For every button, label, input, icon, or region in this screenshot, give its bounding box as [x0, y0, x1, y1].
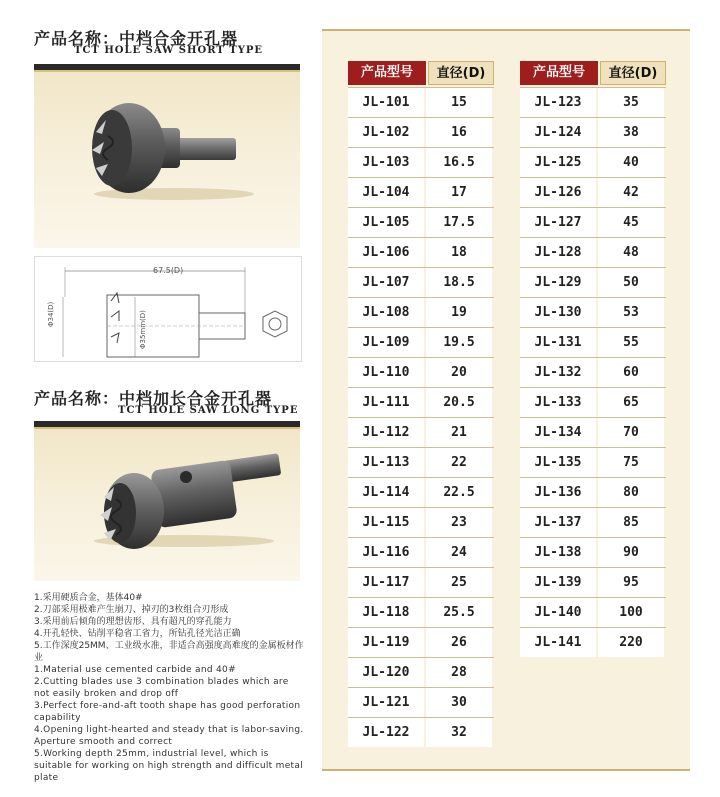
diameter-cell: 28 — [426, 658, 492, 687]
diameter-cell: 16 — [426, 118, 492, 147]
table-row — [520, 417, 666, 448]
diameter-cell: 20 — [426, 358, 492, 387]
diameter-cell: 65 — [598, 388, 664, 417]
model-cell: JL-110 — [348, 358, 424, 387]
note-en-2: 2.Cutting blades use 3 combination blades which are not easily broken and drop off — [34, 677, 289, 699]
diameter-cell: 40 — [598, 148, 664, 177]
note-cn-1: 1.采用硬质合金，基体40# — [34, 593, 143, 603]
product-notes — [34, 592, 306, 784]
model-cell: JL-140 — [520, 598, 596, 627]
model-cell: JL-137 — [520, 508, 596, 537]
diameter-cell: 17.5 — [426, 208, 492, 237]
diameter-cell: 85 — [598, 508, 664, 537]
table-row — [348, 387, 494, 418]
model-cell: JL-105 — [348, 208, 424, 237]
table-row — [348, 657, 494, 688]
diameter-cell: 15 — [426, 88, 492, 117]
table-row — [520, 357, 666, 388]
model-cell: JL-124 — [520, 118, 596, 147]
long-photo-frame — [34, 421, 300, 581]
diameter-cell: 21 — [426, 418, 492, 447]
short-photo-frame — [34, 64, 300, 248]
model-cell: JL-103 — [348, 148, 424, 177]
model-cell: JL-136 — [520, 478, 596, 507]
short-type-title-en: TCT HOLE SAW SHORT TYPE — [74, 45, 263, 56]
table-row — [348, 297, 494, 328]
diameter-cell: 95 — [598, 568, 664, 597]
spec-table-panel — [322, 29, 690, 771]
diameter-cell: 18.5 — [426, 268, 492, 297]
model-cell: JL-109 — [348, 328, 424, 357]
diameter-cell: 19 — [426, 298, 492, 327]
model-cell: JL-128 — [520, 238, 596, 267]
table-row — [348, 447, 494, 478]
table-row — [348, 117, 494, 148]
long-hole-saw-image — [34, 429, 300, 581]
model-cell: JL-115 — [348, 508, 424, 537]
diameter-cell: 220 — [598, 628, 664, 657]
table-row — [348, 357, 494, 388]
model-cell: JL-102 — [348, 118, 424, 147]
diameter-cell: 60 — [598, 358, 664, 387]
diameter-cell: 25 — [426, 568, 492, 597]
drawing-length-label: 67.5(D) — [153, 266, 184, 275]
diameter-cell: 24 — [426, 538, 492, 567]
diameter-cell: 35 — [598, 88, 664, 117]
model-cell: JL-139 — [520, 568, 596, 597]
model-cell: JL-112 — [348, 418, 424, 447]
model-cell: JL-126 — [520, 178, 596, 207]
table-row — [520, 177, 666, 208]
table-row — [520, 207, 666, 238]
diameter-cell: 48 — [598, 238, 664, 267]
table-row — [348, 177, 494, 208]
diameter-cell: 18 — [426, 238, 492, 267]
diameter-cell: 25.5 — [426, 598, 492, 627]
note-en-4: 4.Opening light-hearted and steady that is labor-saving. Aperture smooth and correct — [34, 725, 304, 747]
diameter-cell: 17 — [426, 178, 492, 207]
model-cell: JL-122 — [348, 718, 424, 747]
table-row — [348, 507, 494, 538]
diameter-cell: 30 — [426, 688, 492, 717]
note-en-1: 1.Material use cemented carbide and 40# — [34, 665, 236, 675]
table-row — [520, 327, 666, 358]
model-cell: JL-117 — [348, 568, 424, 597]
model-cell: JL-141 — [520, 628, 596, 657]
diameter-cell: 70 — [598, 418, 664, 447]
model-cell: JL-135 — [520, 448, 596, 477]
diameter-cell: 22.5 — [426, 478, 492, 507]
table-row — [520, 87, 666, 118]
model-cell: JL-120 — [348, 658, 424, 687]
model-cell: JL-138 — [520, 538, 596, 567]
model-cell: JL-121 — [348, 688, 424, 717]
right-header-diameter: 直径(D) — [600, 61, 666, 85]
table-row — [520, 147, 666, 178]
model-cell: JL-107 — [348, 268, 424, 297]
diameter-cell: 55 — [598, 328, 664, 357]
model-cell: JL-118 — [348, 598, 424, 627]
note-cn-4: 4.开孔轻快、钻削平稳省工省力，所钻孔径光洁正确 — [34, 629, 241, 639]
technical-drawing — [34, 256, 302, 362]
table-row — [520, 387, 666, 418]
short-hole-saw-image — [34, 72, 300, 248]
long-type-title-cn: 产品名称：中档加长合金开孔器 — [34, 389, 273, 408]
model-cell: JL-111 — [348, 388, 424, 417]
model-cell: JL-130 — [520, 298, 596, 327]
left-header-model: 产品型号 — [348, 61, 426, 85]
model-cell: JL-129 — [520, 268, 596, 297]
diameter-cell: 16.5 — [426, 148, 492, 177]
model-cell: JL-125 — [520, 148, 596, 177]
model-cell: JL-134 — [520, 418, 596, 447]
model-cell: JL-104 — [348, 178, 424, 207]
table-row — [520, 297, 666, 328]
drawing-diameter-label-1: Φ34(D) — [47, 301, 55, 327]
diameter-cell: 90 — [598, 538, 664, 567]
model-cell: JL-119 — [348, 628, 424, 657]
model-cell: JL-106 — [348, 238, 424, 267]
diameter-cell: 75 — [598, 448, 664, 477]
table-row — [348, 237, 494, 268]
model-cell: JL-132 — [520, 358, 596, 387]
model-cell: JL-116 — [348, 538, 424, 567]
model-cell: JL-113 — [348, 448, 424, 477]
table-row — [520, 477, 666, 508]
note-cn-5: 5.工作深度25MM、工业级水准，非适合高强度高难度的金属板材作业 — [34, 641, 304, 663]
diameter-cell: 53 — [598, 298, 664, 327]
table-row — [520, 237, 666, 268]
diameter-cell: 45 — [598, 208, 664, 237]
table-row — [348, 717, 494, 748]
left-header-diameter: 直径(D) — [428, 61, 494, 85]
diameter-cell: 19.5 — [426, 328, 492, 357]
diameter-cell: 42 — [598, 178, 664, 207]
note-cn-2: 2.刀部采用极难产生崩刀、掉刃的3枚组合刃形成 — [34, 605, 229, 615]
table-row — [348, 207, 494, 238]
table-row — [348, 597, 494, 628]
long-type-title-en: TCT HOLE SAW LONG TYPE — [118, 405, 299, 416]
note-cn-3: 3.采用前后倾角的理想齿形、具有超凡的穿孔能力 — [34, 617, 232, 627]
diameter-cell: 26 — [426, 628, 492, 657]
right-header-model: 产品型号 — [520, 61, 598, 85]
table-row — [520, 627, 666, 658]
table-row — [520, 537, 666, 568]
diameter-cell: 20.5 — [426, 388, 492, 417]
table-row — [520, 267, 666, 298]
table-row — [348, 327, 494, 358]
model-cell: JL-131 — [520, 328, 596, 357]
model-cell: JL-123 — [520, 88, 596, 117]
note-en-3: 3.Perfect fore-and-aft tooth shape has good perforation capability — [34, 701, 301, 723]
drawing-diameter-label-2: Φ35mm(D) — [139, 310, 147, 349]
table-row — [520, 447, 666, 478]
table-row — [520, 117, 666, 148]
diameter-cell: 23 — [426, 508, 492, 537]
diameter-cell: 38 — [598, 118, 664, 147]
table-row — [348, 627, 494, 658]
model-cell: JL-108 — [348, 298, 424, 327]
table-row — [520, 597, 666, 628]
table-row — [348, 147, 494, 178]
diameter-cell: 80 — [598, 478, 664, 507]
table-row — [348, 567, 494, 598]
table-row — [348, 687, 494, 718]
model-cell: JL-127 — [520, 208, 596, 237]
model-cell: JL-114 — [348, 478, 424, 507]
model-cell: JL-133 — [520, 388, 596, 417]
short-type-title-cn: 产品名称：中档合金开孔器 — [34, 29, 239, 48]
table-row — [520, 567, 666, 598]
table-row — [520, 507, 666, 538]
model-cell: JL-101 — [348, 88, 424, 117]
table-row — [348, 537, 494, 568]
note-en-5: 5.Working depth 25mm, industrial level, which is suitable for working on high strength and difficult metal plate — [34, 749, 303, 783]
diameter-cell: 32 — [426, 718, 492, 747]
table-row — [348, 87, 494, 118]
diameter-cell: 22 — [426, 448, 492, 477]
diameter-cell: 100 — [598, 598, 664, 627]
diameter-cell: 50 — [598, 268, 664, 297]
table-row — [348, 267, 494, 298]
table-row — [348, 417, 494, 448]
table-row — [348, 477, 494, 508]
